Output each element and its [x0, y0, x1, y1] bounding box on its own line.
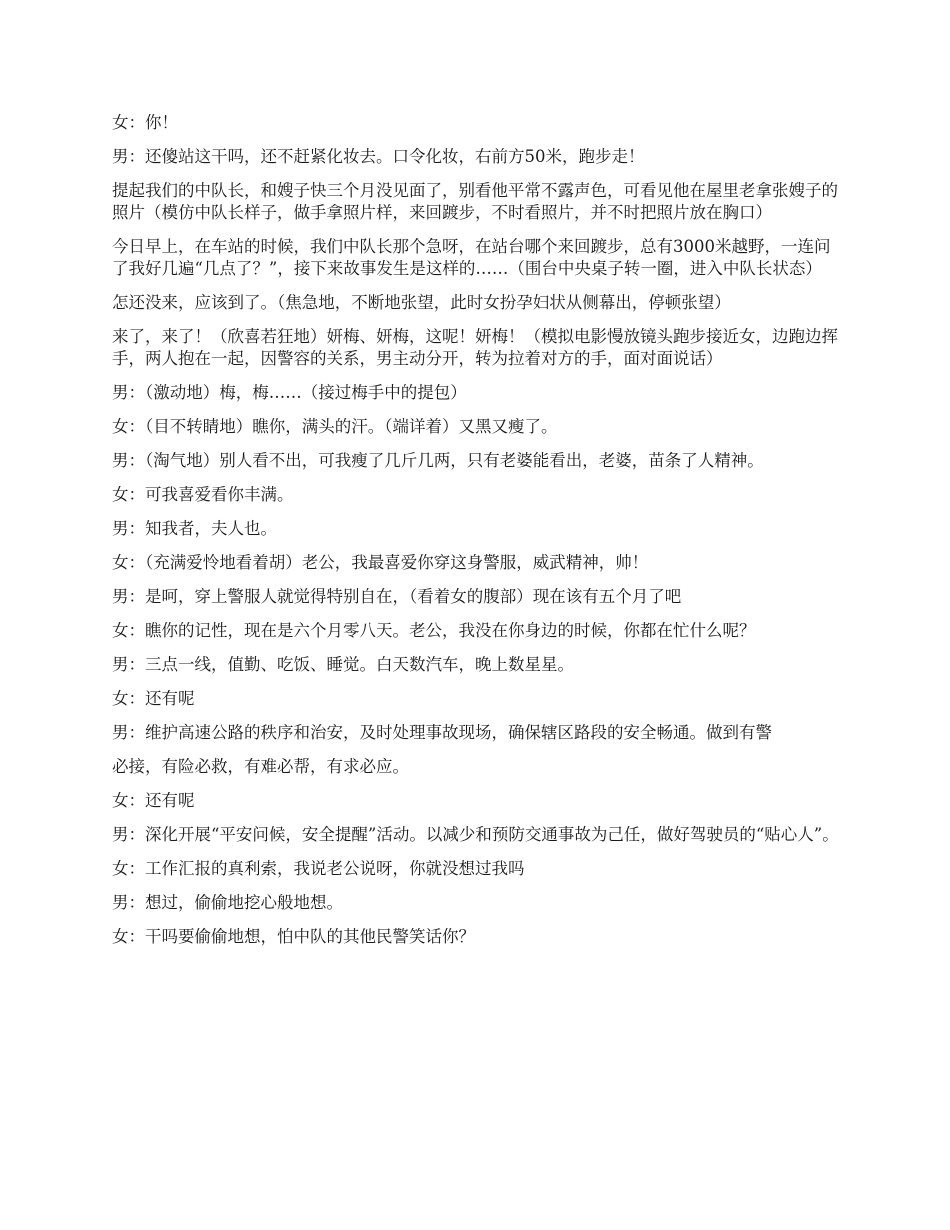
- paragraph-9: 男：（淘气地）别人看不出，可我瘦了几斤几两，只有老婆能看出，老婆，苗条了人精神。: [112, 451, 764, 470]
- paragraph-23: 女：干吗要偷偷地想，怕中队的其他民警笑话你？: [112, 927, 475, 946]
- paragraph-20: 男：深化开展“平安问候，安全提醒”活动。以减少和预防交通事故为己任，做好驾驶员的“贴心人”。: [112, 825, 839, 844]
- paragraph-22: 男：想过，偷偷地挖心般地想。: [112, 893, 343, 912]
- paragraph-8: 女：（目不转睛地）瞧你，满头的汗。（端详着）又黑又瘦了。: [112, 417, 558, 436]
- paragraph-2: 男：还傻站这干吗，还不赶紧化妆去。口令化妆，右前方50米，跑步走！: [112, 147, 645, 166]
- paragraph-21: 女：工作汇报的真利索，我说老公说呀，你就没想过我吗: [112, 859, 525, 878]
- paragraph-1: 女：你！: [112, 113, 178, 132]
- paragraph-18: 必接，有险必救，有难必帮，有求必应。: [112, 757, 409, 776]
- paragraph-11: 男：知我者，夫人也。: [112, 519, 277, 538]
- paragraph-7: 男：（激动地）梅，梅……（接过梅手中的提包）: [112, 383, 467, 402]
- paragraph-14: 女：瞧你的记性，现在是六个月零八天。老公，我没在你身边的时候，你都在忙什么呢？: [112, 621, 756, 640]
- paragraph-15: 男：三点一线，值勤、吃饭、睡觉。白天数汽车，晚上数星星。: [112, 655, 574, 674]
- paragraph-5: 怎还没来，应该到了。（焦急地，不断地张望，此时女扮孕妇状从侧幕出，停顿张望）: [112, 293, 731, 312]
- paragraph-3: 提起我们的中队长，和嫂子快三个月没见面了，别看他平常不露声色，可看见他在屋里老拿张嫂子的照片（模仿中队长样子，做手拿照片样，来回踱步，不时看照片，并不时把照片放在胸口）: [112, 181, 838, 222]
- paragraph-16: 女：还有呢: [112, 689, 195, 708]
- paragraph-19: 女：还有呢: [112, 791, 195, 810]
- document-body: [112, 112, 842, 960]
- paragraph-12: 女：（充满爱怜地看着胡）老公，我最喜爱你穿这身警服，威武精神，帅！: [112, 553, 649, 572]
- paragraph-4: 今日早上，在车站的时候，我们中队长那个急呀，在站台哪个来回踱步，总有3000米越野，一连问了我好几遍“几点了？”，接下来故事发生是这样的……（围台中央桌子转一圈，进入中队长状态）: [112, 237, 831, 278]
- paragraph-17: 男：维护高速公路的秩序和治安，及时处理事故现场，确保辖区路段的安全畅通。做到有警: [112, 723, 772, 742]
- paragraph-10: 女：可我喜爱看你丰满。: [112, 485, 294, 504]
- paragraph-13: 男：是呵，穿上警服人就觉得特别自在，（看着女的腹部）现在该有五个月了吧: [112, 587, 682, 606]
- paragraph-6: 来了，来了！（欣喜若狂地）妍梅、妍梅，这呢！妍梅！（模拟电影慢放镜头跑步接近女，边跑边挥手，两人抱在一起，因警容的关系，男主动分开，转为拉着对方的手，面对面说话）: [112, 327, 838, 368]
